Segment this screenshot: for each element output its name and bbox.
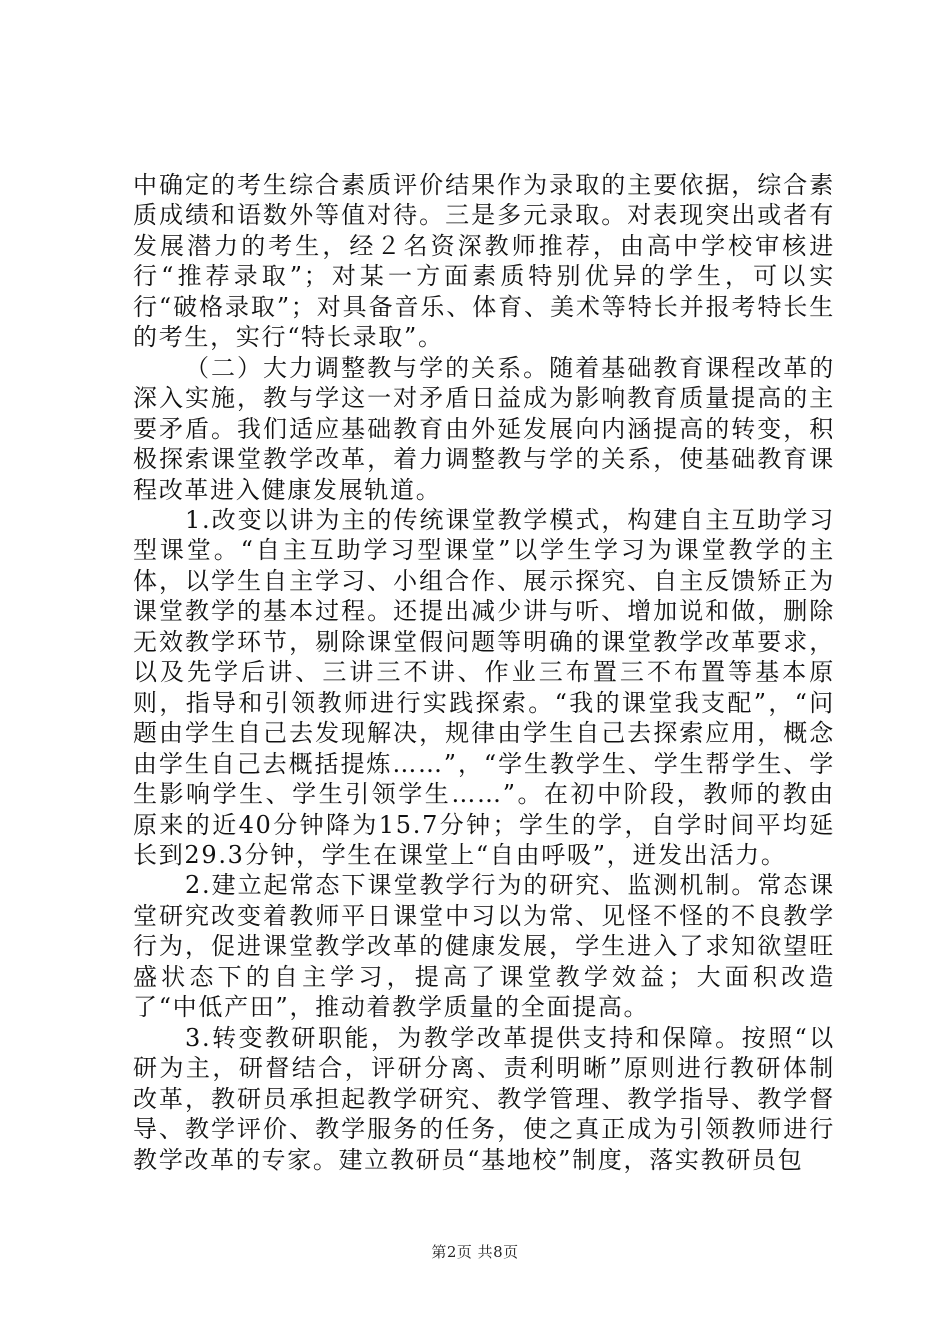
page-number: 第2页 xyxy=(431,1243,473,1261)
paragraph-1: 中确定的考生综合素质评价结果作为录取的主要依据，综合素质成绩和语数外等值对待。三是多元录取。对表现突出或者有发展潜力的考生，经２名资深教师推荐，由高中学校审核进行“推荐录取”；对某一方面素质特别优异的学生，可以实行“破格录取”；对具备音乐、体育、美术等特长并报考特长生的考生，实行“特长录取”。 xyxy=(133,171,835,352)
paragraph-3: 1.改变以讲为主的传统课堂教学模式，构建自主互助学习型课堂。“自主互助学习型课堂”以学生学习为课堂教学的主体，以学生自主学习、小组合作、展示探究、自主反馈矫正为课堂教学的基本过程。还提出减少讲与听、增加说和做，删除无效教学环节，剔除课堂假问题等明确的课堂教学改革要求，以及先学后讲、三讲三不讲、作业三布置三不布置等基本原则，指导和引领教师进行实践探索。“我的课堂我支配”，“问题由学生自己去发现解决，规律由学生自己去探索应用，概念由学生自己去概括提炼……”，“学生教学生、学生帮学生、学生影响学生、学生引领学生……”。在初中阶段，教师的教由原来的近40分钟降为15.7分钟；学生的学，自学时间平均延长到29.3分钟，学生在课堂上“自由呼吸”，迸发出活力。 xyxy=(133,505,835,869)
page-total: 共8页 xyxy=(477,1243,519,1261)
page-footer xyxy=(0,1242,950,1262)
paragraph-5: 3.转变教研职能，为教学改革提供支持和保障。按照“以研为主，研督结合，评研分离、责利明晰”原则进行教研体制改革，教研员承担起教学研究、教学管理、教学指导、教学督导、教学评价、教学服务的任务，使之真正成为引领教师进行教学改革的专家。建立教研员“基地校”制度，落实教研员包 xyxy=(133,1023,835,1174)
paragraph-4: 2.建立起常态下课堂教学行为的研究、监测机制。常态课堂研究改变着教师平日课堂中习以为常、见怪不怪的不良教学行为，促进课堂教学改革的健康发展，学生进入了求知欲望旺盛状态下的自主学习，提高了课堂教学效益；大面积改造了“中低产田”，推动着教学质量的全面提高。 xyxy=(133,871,835,1022)
document-body xyxy=(133,170,835,1175)
paragraph-2: （二）大力调整教与学的关系。随着基础教育课程改革的深入实施，教与学这一对矛盾日益成为影响教育质量提高的主要矛盾。我们适应基础教育由外延发展向内涵提高的转变，积极探索课堂教学改革，着力调整教与学的关系，使基础教育课程改革进入健康发展轨道。 xyxy=(133,353,835,504)
